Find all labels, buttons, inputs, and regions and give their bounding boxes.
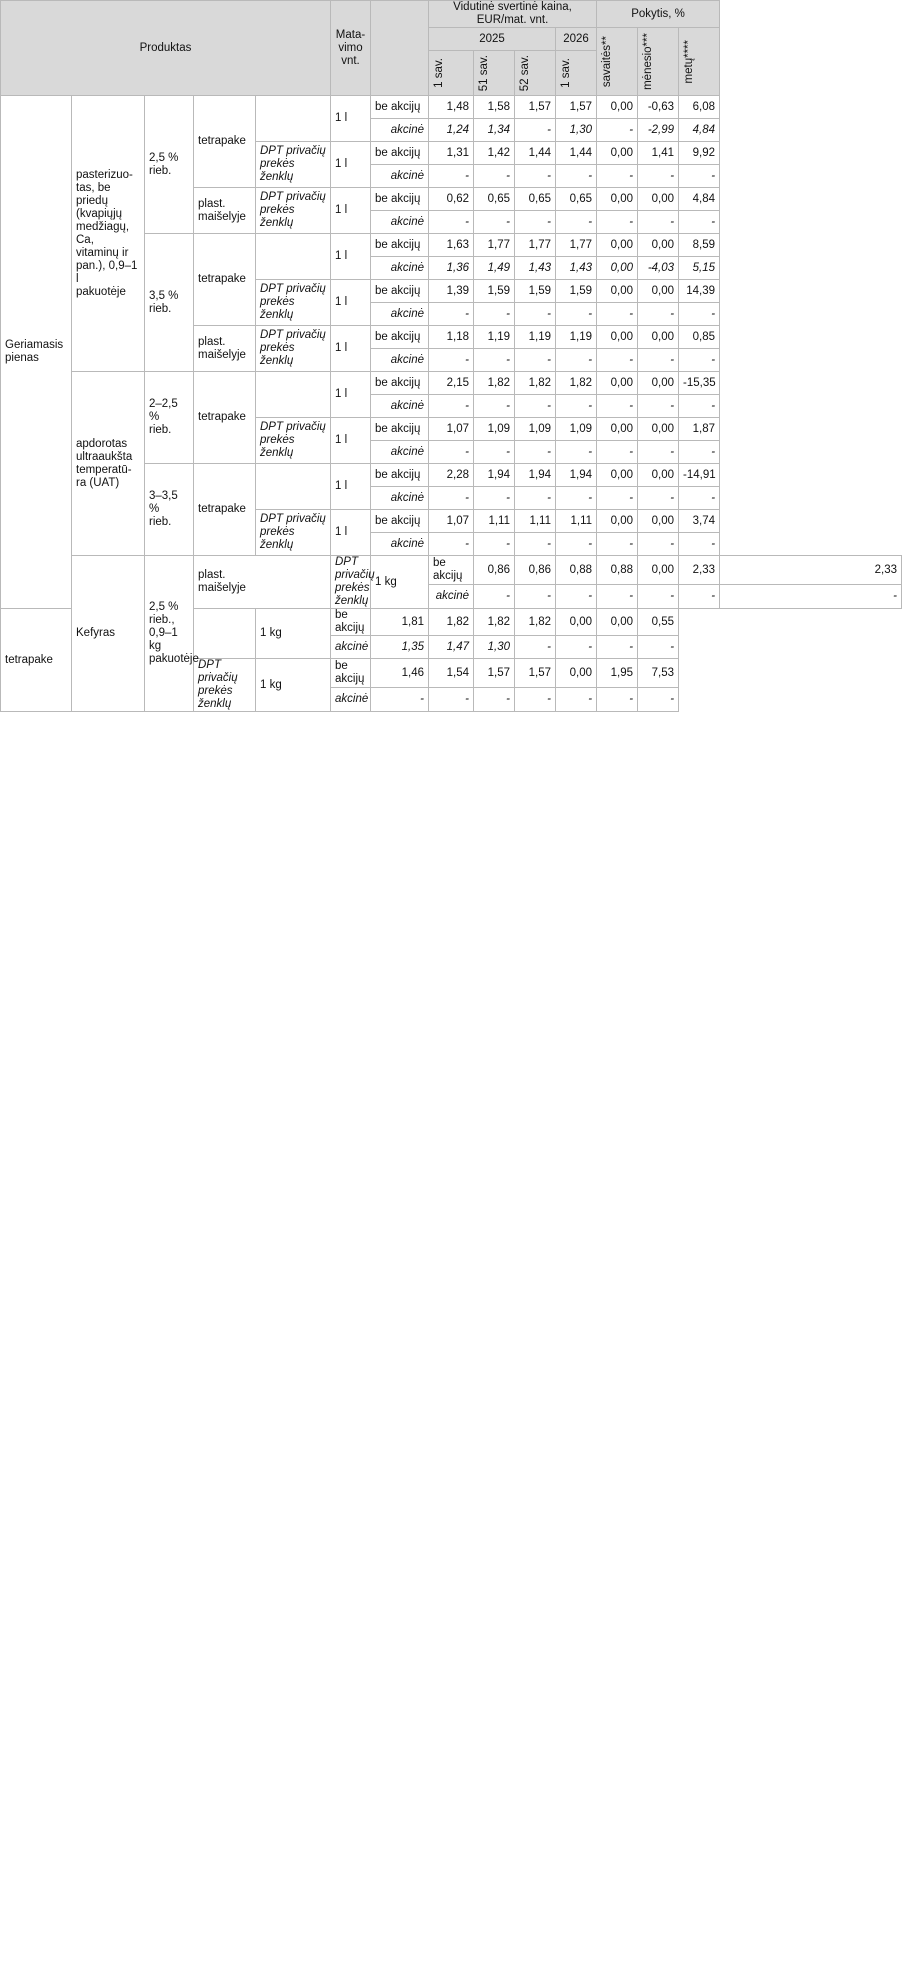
value-cell: 1,59: [474, 280, 515, 303]
price-type-cell: akcinė: [371, 165, 429, 188]
value-cell: 3,74: [679, 510, 720, 533]
value-cell: -: [474, 533, 515, 556]
product-cell: 1 l: [331, 280, 371, 326]
value-cell: -: [429, 395, 474, 418]
value-cell: 1,36: [429, 257, 474, 280]
value-cell: -: [371, 687, 429, 711]
price-type-cell: akcinė: [331, 687, 371, 711]
price-type-cell: be akcijų: [371, 326, 429, 349]
value-cell: 1,54: [429, 659, 474, 688]
value-cell: -: [515, 119, 556, 142]
value-cell: 1,19: [515, 326, 556, 349]
value-cell: -: [429, 441, 474, 464]
value-cell: -: [474, 395, 515, 418]
value-cell: -: [515, 584, 556, 608]
value-cell: -: [638, 487, 679, 510]
table-row: [1, 556, 902, 585]
value-cell: 0,00: [597, 609, 638, 636]
type-header: [371, 1, 429, 96]
product-cell: [256, 372, 331, 418]
value-cell: 1,77: [515, 234, 556, 257]
value-cell: 0,00: [638, 418, 679, 441]
value-cell: 1,94: [556, 464, 597, 487]
value-cell: 5,15: [679, 257, 720, 280]
value-cell: -: [429, 211, 474, 234]
value-cell: -: [556, 165, 597, 188]
value-cell: -: [679, 487, 720, 510]
value-cell: -: [515, 349, 556, 372]
value-cell: -2,99: [638, 119, 679, 142]
value-cell: 0,00: [597, 142, 638, 165]
value-cell: -: [679, 303, 720, 326]
value-cell: -: [556, 533, 597, 556]
price-type-cell: be akcijų: [371, 96, 429, 119]
value-cell: 1,19: [556, 326, 597, 349]
value-cell: -4,03: [638, 257, 679, 280]
value-cell: 2,15: [429, 372, 474, 395]
value-cell: -: [597, 533, 638, 556]
value-cell: -: [679, 441, 720, 464]
product-cell: 1 l: [331, 234, 371, 280]
product-cell: tetrapake: [194, 372, 256, 464]
monthly-header: mėnesio***: [638, 28, 679, 96]
value-cell: -: [474, 211, 515, 234]
value-cell: 0,00: [638, 372, 679, 395]
table-body: [1, 96, 902, 712]
value-cell: -: [597, 636, 638, 659]
value-cell: 0,00: [597, 418, 638, 441]
value-cell: -: [429, 687, 474, 711]
product-cell: DPT privačių prekės ženklų: [256, 280, 331, 326]
price-type-cell: akcinė: [371, 349, 429, 372]
product-cell: 2–2,5 % rieb.: [145, 372, 194, 464]
product-header: Produktas: [1, 1, 331, 96]
value-cell: 0,85: [679, 326, 720, 349]
value-cell: 0,00: [638, 510, 679, 533]
value-cell: 1,81: [371, 609, 429, 636]
value-cell: -: [638, 211, 679, 234]
value-cell: 0,00: [597, 510, 638, 533]
table-header: [1, 1, 902, 96]
product-cell: [194, 609, 256, 659]
value-cell: 1,82: [429, 609, 474, 636]
price-type-cell: be akcijų: [371, 234, 429, 257]
value-cell: -: [556, 211, 597, 234]
value-cell: 1,44: [556, 142, 597, 165]
value-cell: 4,84: [679, 119, 720, 142]
value-cell: 1,39: [429, 280, 474, 303]
value-cell: 0,65: [515, 188, 556, 211]
value-cell: 1,35: [371, 636, 429, 659]
product-cell: DPT privačių prekės ženklų: [256, 188, 331, 234]
value-cell: 1,57: [515, 96, 556, 119]
value-cell: 0,00: [597, 96, 638, 119]
value-cell: 2,33: [720, 556, 902, 585]
value-cell: 0,00: [638, 188, 679, 211]
price-type-cell: akcinė: [371, 487, 429, 510]
value-cell: 1,82: [474, 609, 515, 636]
value-cell: -: [597, 349, 638, 372]
price-type-cell: be akcijų: [371, 464, 429, 487]
value-cell: 1,49: [474, 257, 515, 280]
value-cell: -: [679, 533, 720, 556]
product-cell: 3–3,5 % rieb.: [145, 464, 194, 556]
value-cell: -: [638, 303, 679, 326]
value-cell: -: [556, 441, 597, 464]
price-type-cell: be akcijų: [331, 659, 371, 688]
value-cell: 0,00: [597, 464, 638, 487]
product-cell: DPT privačių prekės ženklų: [194, 659, 256, 712]
value-cell: -: [429, 303, 474, 326]
value-cell: 0,86: [474, 556, 515, 585]
product-cell: 2,5 % rieb., 0,9–1 kg pakuotėje: [145, 556, 194, 712]
change-header: Pokytis, %: [597, 1, 720, 28]
value-cell: 1,57: [515, 659, 556, 688]
price-type-cell: akcinė: [331, 636, 371, 659]
year-2025: 2025: [429, 28, 556, 51]
value-cell: -: [597, 303, 638, 326]
product-cell: 1 l: [331, 326, 371, 372]
product-cell: DPT privačių prekės ženklų: [331, 556, 371, 609]
value-cell: -: [556, 487, 597, 510]
value-cell: 6,08: [679, 96, 720, 119]
value-cell: -: [429, 165, 474, 188]
value-cell: 1,30: [556, 119, 597, 142]
price-type-cell: akcinė: [371, 441, 429, 464]
value-cell: -: [515, 441, 556, 464]
product-cell: tetrapake: [1, 609, 145, 712]
value-cell: 2,33: [679, 556, 720, 585]
value-cell: 1,57: [556, 96, 597, 119]
value-cell: -14,91: [679, 464, 720, 487]
value-cell: -: [429, 349, 474, 372]
value-cell: 1,41: [638, 142, 679, 165]
value-cell: -: [556, 687, 597, 711]
value-cell: 1,82: [474, 372, 515, 395]
value-cell: 0,00: [638, 326, 679, 349]
value-cell: 1,11: [515, 510, 556, 533]
price-type-cell: akcinė: [371, 119, 429, 142]
value-cell: -: [515, 211, 556, 234]
price-type-cell: akcinė: [371, 303, 429, 326]
value-cell: 0,55: [638, 609, 679, 636]
value-cell: 0,00: [556, 659, 597, 688]
value-cell: -: [597, 119, 638, 142]
value-cell: 0,00: [597, 188, 638, 211]
value-cell: -: [638, 687, 679, 711]
value-cell: 1,24: [429, 119, 474, 142]
value-cell: 1,42: [474, 142, 515, 165]
value-cell: 1,18: [429, 326, 474, 349]
value-cell: 1,09: [556, 418, 597, 441]
price-type-cell: akcinė: [429, 584, 474, 608]
value-cell: -: [679, 395, 720, 418]
value-cell: 0,00: [556, 609, 597, 636]
value-cell: 1,44: [515, 142, 556, 165]
week-1-2025: 1 sav.: [429, 51, 474, 96]
product-cell: 1 l: [331, 464, 371, 510]
value-cell: 1,11: [556, 510, 597, 533]
value-cell: -: [515, 533, 556, 556]
product-cell: 1 l: [331, 372, 371, 418]
value-cell: -: [597, 165, 638, 188]
value-cell: -: [474, 584, 515, 608]
product-cell: 1 l: [331, 142, 371, 188]
product-cell: 3,5 % rieb.: [145, 234, 194, 372]
table-row: [1, 96, 902, 119]
product-cell: plast. maišelyje: [194, 326, 256, 372]
value-cell: 1,77: [474, 234, 515, 257]
value-cell: -: [515, 636, 556, 659]
week-1-2026: 1 sav.: [556, 51, 597, 96]
price-type-cell: be akcijų: [331, 609, 371, 636]
value-cell: -: [429, 487, 474, 510]
value-cell: 2,28: [429, 464, 474, 487]
table-row: [1, 372, 902, 395]
value-cell: 0,00: [597, 280, 638, 303]
product-cell: 1 kg: [256, 609, 331, 659]
yearly-header: metų****: [679, 28, 720, 96]
price-type-cell: be akcijų: [371, 418, 429, 441]
table-row: [1, 609, 902, 636]
value-cell: 9,92: [679, 142, 720, 165]
value-cell: 0,00: [638, 464, 679, 487]
value-cell: -: [597, 395, 638, 418]
price-type-cell: be akcijų: [371, 510, 429, 533]
value-cell: 1,82: [515, 372, 556, 395]
value-cell: -: [429, 533, 474, 556]
price-type-cell: be akcijų: [371, 142, 429, 165]
value-cell: -: [556, 395, 597, 418]
value-cell: -: [679, 584, 720, 608]
unit-header: Mata- vimo vnt.: [331, 1, 371, 96]
price-type-cell: akcinė: [371, 257, 429, 280]
value-cell: -: [638, 533, 679, 556]
value-cell: 1,34: [474, 119, 515, 142]
product-cell: pasterizuo- tas, be priedų (kvapiųjų medžiagų, Ca, vitaminų ir pan.), 0,9–1 l pakuotėje: [72, 96, 145, 372]
value-cell: 1,43: [556, 257, 597, 280]
value-cell: 0,00: [597, 326, 638, 349]
product-cell: DPT privačių prekės ženklų: [256, 418, 331, 464]
value-cell: 1,07: [429, 510, 474, 533]
value-cell: -: [515, 687, 556, 711]
value-cell: 1,82: [556, 372, 597, 395]
value-cell: 1,94: [474, 464, 515, 487]
value-cell: 1,19: [474, 326, 515, 349]
value-cell: 0,00: [597, 257, 638, 280]
value-cell: 0,00: [638, 234, 679, 257]
price-type-cell: be akcijų: [371, 372, 429, 395]
value-cell: 0,00: [597, 372, 638, 395]
product-cell: 1 kg: [371, 556, 429, 609]
value-cell: -0,63: [638, 96, 679, 119]
value-cell: -: [474, 349, 515, 372]
product-cell: Kefyras: [72, 556, 145, 712]
value-cell: -15,35: [679, 372, 720, 395]
value-cell: -: [679, 211, 720, 234]
value-cell: 0,86: [515, 556, 556, 585]
value-cell: -: [679, 349, 720, 372]
value-cell: -: [638, 349, 679, 372]
value-cell: 8,59: [679, 234, 720, 257]
value-cell: 1,87: [679, 418, 720, 441]
product-cell: [256, 96, 331, 142]
value-cell: 1,94: [515, 464, 556, 487]
value-cell: -: [515, 395, 556, 418]
value-cell: 1,31: [429, 142, 474, 165]
value-cell: 0,88: [556, 556, 597, 585]
value-cell: 4,84: [679, 188, 720, 211]
product-cell: [256, 464, 331, 510]
value-cell: -: [474, 165, 515, 188]
price-table: [0, 0, 902, 712]
weekly-header: savaitės**: [597, 28, 638, 96]
value-cell: 0,00: [597, 234, 638, 257]
value-cell: -: [515, 165, 556, 188]
value-cell: 1,57: [474, 659, 515, 688]
value-cell: -: [679, 165, 720, 188]
product-cell: 2,5 % rieb.: [145, 96, 194, 234]
value-cell: -: [597, 211, 638, 234]
value-cell: -: [597, 487, 638, 510]
product-cell: 1 l: [331, 188, 371, 234]
product-cell: 1 l: [331, 418, 371, 464]
product-cell: tetrapake: [194, 234, 256, 326]
value-cell: -: [515, 487, 556, 510]
product-cell: Geriamasis pienas: [1, 96, 72, 609]
value-cell: 0,65: [556, 188, 597, 211]
value-cell: -: [556, 303, 597, 326]
year-2026: 2026: [556, 28, 597, 51]
value-cell: -: [597, 584, 638, 608]
value-cell: 1,59: [556, 280, 597, 303]
value-cell: 1,58: [474, 96, 515, 119]
value-cell: 0,62: [429, 188, 474, 211]
value-cell: -: [556, 349, 597, 372]
product-cell: plast. maišelyje: [194, 556, 331, 609]
price-type-cell: be akcijų: [371, 280, 429, 303]
value-cell: 1,59: [515, 280, 556, 303]
value-cell: -: [720, 584, 902, 608]
product-cell: 1 l: [331, 510, 371, 556]
product-cell: [256, 234, 331, 280]
value-cell: 0,00: [638, 280, 679, 303]
value-cell: 1,30: [474, 636, 515, 659]
avg-price-header: Vidutinė svertinė kaina, EUR/mat. vnt.: [429, 1, 597, 28]
value-cell: 1,46: [371, 659, 429, 688]
value-cell: 1,09: [515, 418, 556, 441]
value-cell: 0,88: [597, 556, 638, 585]
product-cell: DPT privačių prekės ženklų: [256, 510, 331, 556]
week-51-2025: 51 sav.: [474, 51, 515, 96]
value-cell: -: [474, 487, 515, 510]
value-cell: 1,47: [429, 636, 474, 659]
price-type-cell: be akcijų: [429, 556, 474, 585]
product-cell: apdorotas ultraaukšta temperatū- ra (UAT): [72, 372, 145, 556]
value-cell: 1,77: [556, 234, 597, 257]
price-type-cell: be akcijų: [371, 188, 429, 211]
value-cell: -: [556, 584, 597, 608]
value-cell: -: [638, 441, 679, 464]
product-cell: DPT privačių prekės ženklų: [256, 142, 331, 188]
value-cell: -: [556, 636, 597, 659]
value-cell: 7,53: [638, 659, 679, 688]
value-cell: 0,00: [638, 556, 679, 585]
value-cell: -: [597, 441, 638, 464]
value-cell: 1,11: [474, 510, 515, 533]
product-cell: 1 l: [331, 96, 371, 142]
product-cell: DPT privačių prekės ženklų: [256, 326, 331, 372]
value-cell: -: [638, 395, 679, 418]
value-cell: 1,48: [429, 96, 474, 119]
value-cell: 1,82: [515, 609, 556, 636]
product-cell: plast. maišelyje: [194, 188, 256, 234]
product-cell: 1 kg: [256, 659, 331, 712]
value-cell: 0,65: [474, 188, 515, 211]
week-52-2025: 52 sav.: [515, 51, 556, 96]
value-cell: 1,95: [597, 659, 638, 688]
value-cell: -: [638, 584, 679, 608]
price-type-cell: akcinė: [371, 211, 429, 234]
product-cell: tetrapake: [194, 96, 256, 188]
price-type-cell: akcinė: [371, 395, 429, 418]
value-cell: 1,09: [474, 418, 515, 441]
value-cell: -: [474, 687, 515, 711]
value-cell: -: [638, 636, 679, 659]
value-cell: 1,63: [429, 234, 474, 257]
value-cell: 1,07: [429, 418, 474, 441]
price-type-cell: akcinė: [371, 533, 429, 556]
value-cell: -: [474, 441, 515, 464]
value-cell: -: [597, 687, 638, 711]
value-cell: -: [515, 303, 556, 326]
value-cell: 14,39: [679, 280, 720, 303]
value-cell: -: [638, 165, 679, 188]
value-cell: -: [474, 303, 515, 326]
value-cell: 1,43: [515, 257, 556, 280]
product-cell: tetrapake: [194, 464, 256, 556]
